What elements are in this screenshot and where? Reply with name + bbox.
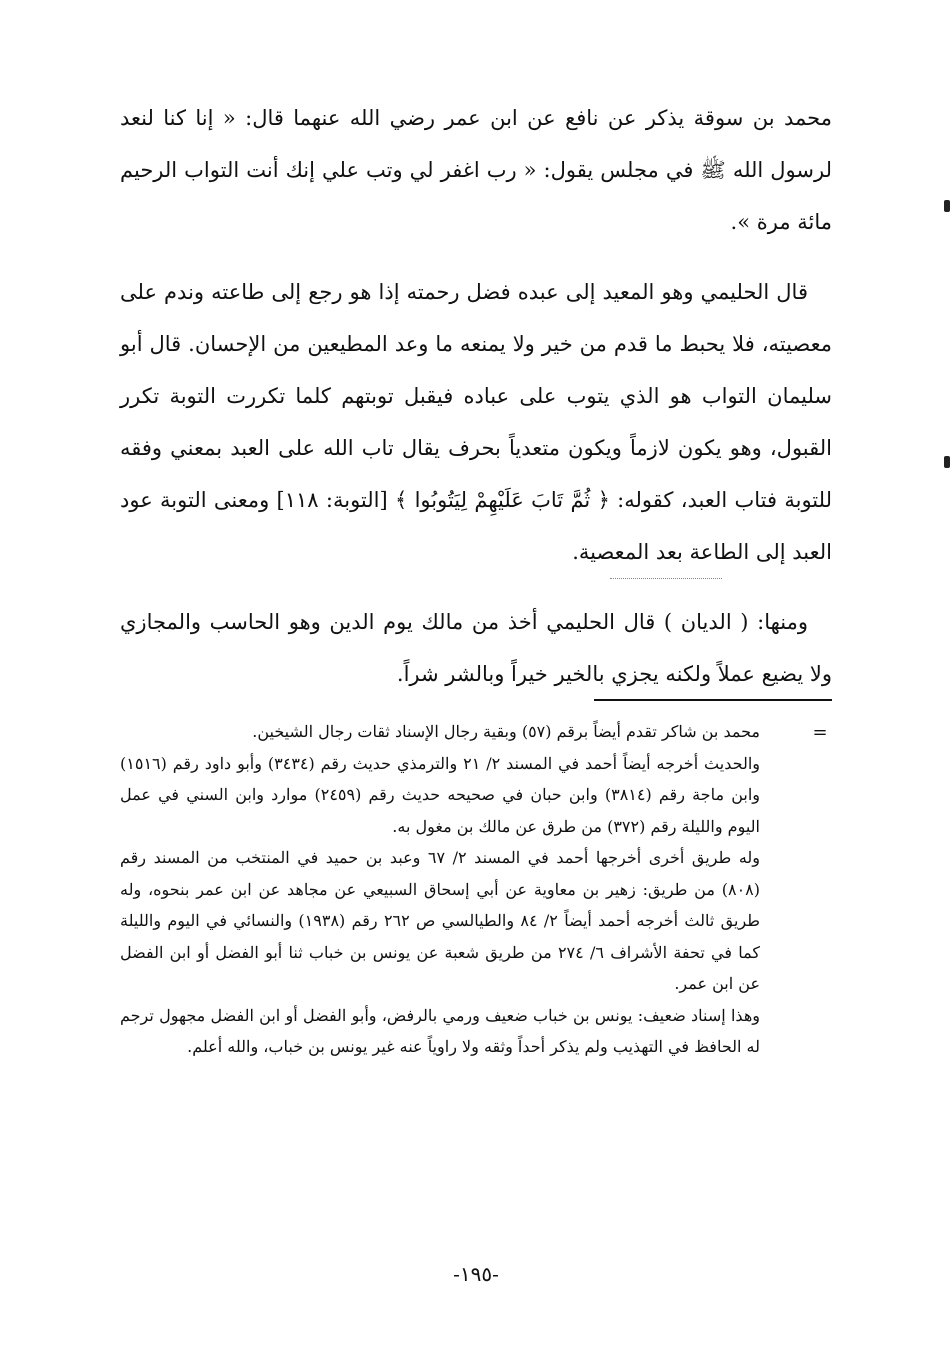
scan-edge-mark-middle — [944, 456, 950, 468]
footnote-paragraph-4: وهذا إسناد ضعيف: يونس بن خباب ضعيف ورمي بالرفض، وأبو الفضل أو ابن الفضل مجهول ترجم له الحافظ في التهذيب ولم يذكر أحداً وثقه ولا راوياً عنه غير يونس بن خباب، والله أعلم. — [120, 1005, 760, 1056]
footnote-block — [120, 716, 760, 1063]
main-text — [120, 92, 832, 700]
footnote-paragraph-2: والحديث أخرجه أيضاً أحمد في المسند ٢/ ٢١ والترمذي حديث رقم (٣٤٣٤) وأبو داود رقم (١٥١٦) وابن ماجة رقم (٣٨١٤) وابن حبان في صحيحه حديث رقم (٢٤٥٩) موارد وابن السني في عمل اليوم والليلة رقم (٣٧٢) من طرق عن مالك بن مغول به. — [120, 753, 761, 836]
main-paragraph-1: محمد بن سوقة يذكر عن نافع عن ابن عمر رضي الله عنهما قال: « إنا كنا لنعد لرسول الله ﷺ في مجلس يقول: « رب اغفر لي وتب علي إنك أنت التواب الرحيم مائة مرة ». — [120, 106, 832, 234]
scan-edge-mark-top — [944, 200, 950, 212]
main-paragraph-3: ومنها: ( الديان ) قال الحليمي أخذ من مالك يوم الدين وهو الحاسب والمجازي ولا يضيع عملاً ولكنه يجزي بالخير خيراً وبالشر شراً. — [120, 610, 832, 686]
footnote-paragraph-1: محمد بن شاكر تقدم أيضاً برقم (٥٧) وبقية رجال الإسناد ثقات رجال الشيخين. — [252, 722, 760, 741]
page-number: -١٩٥- — [453, 1262, 499, 1286]
main-paragraph-2: قال الحليمي وهو المعيد إلى عبده فضل رحمته إذا هو رجع إلى طاعته وندم على معصيته، فلا يحبط ما قدم من خير ولا يمنعه ما وعد المطيعين من الإحسان. قال أبو سليمان التواب هو الذي يتوب على عباده فيقبل توبتهم كلما تكررت التوبة تكرر القبول، وهو يكون لازماً ويكون متعدياً بحرف يقال تاب الله على العبد بمعني وفقه للتوبة فتاب العبد، كقوله: ﴿ ثُمَّ تَابَ عَلَيْهِمْ لِيَتُوبُوا ﴾ [التوبة: ١١٨] ومعنى التوبة عود العبد إلى الطاعة بعد المعصية. — [120, 280, 832, 564]
footnote-paragraph-3: وله طريق أخرى أخرجها أحمد في المسند ٢/ ٦٧ وعبد بن حميد في المنتخب من المسند رقم (٨٠٨) من طريق: زهير بن معاوية عن أبي إسحاق السبيعي عن مجاهد عن ابن عمر بنحوه، وله طريق ثالث أخرجه أحمد أيضاً ٢/ ٨٤ والطيالسي ص ٢٦٢ رقم (١٩٣٨) والنسائي في اليوم والليلة كما في تحفة الأشراف ٦/ ٢٧٤ من طريق شعبة عن يونس بن خباب ثنا أبو الفضل أو ابن الفضل عن ابن عمر. — [120, 848, 761, 993]
scan-smudge — [610, 578, 722, 579]
footnote-divider — [594, 699, 832, 701]
footnote-continuation-mark: = — [812, 722, 828, 743]
